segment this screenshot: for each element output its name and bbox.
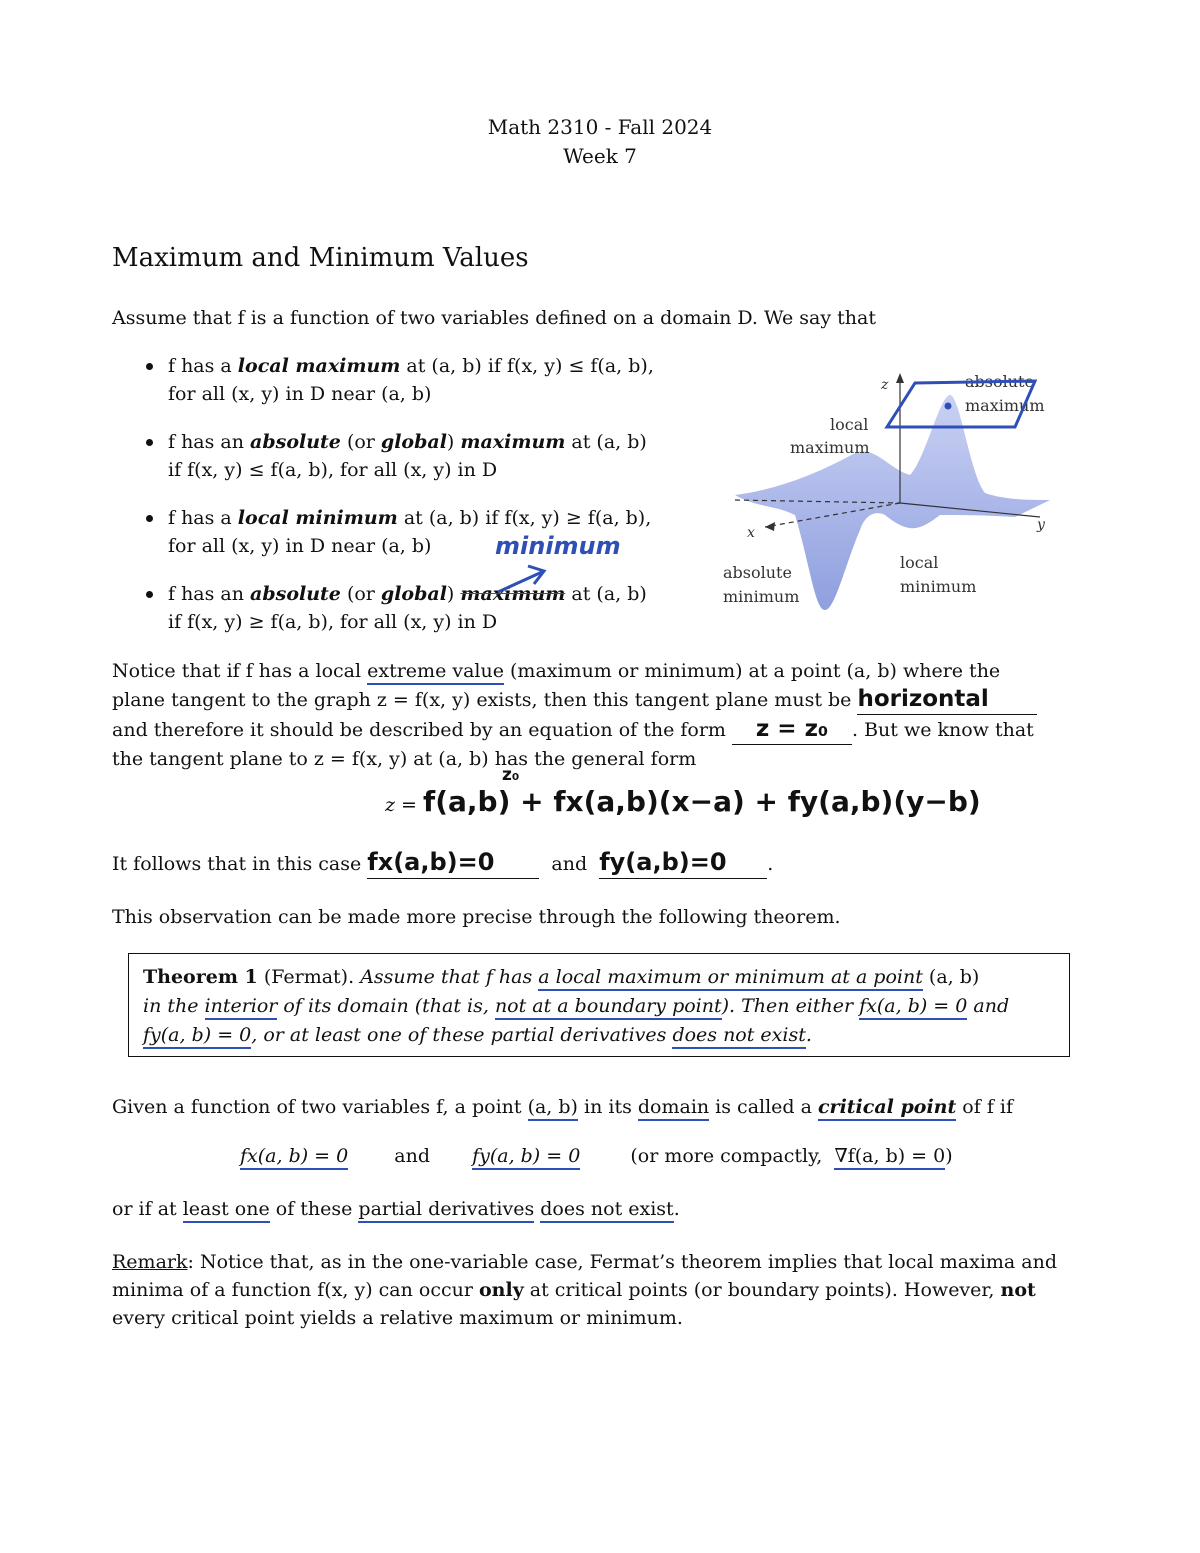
course-title: Math 2310 - Fall 2024 xyxy=(487,115,713,139)
tangent-plane-equation: z = f(a,b) + fx(a,b)(x−a) + fy(a,b)(y−b) xyxy=(385,785,981,818)
handwritten-fx-zero: fx(a,b)=0 xyxy=(367,848,495,876)
definition-local-min: f has a local minimum at (a, b) if f(x, y) ≥ f(a, b), for all (x, y) in D near (a, b) xyxy=(146,504,651,560)
notice-paragraph: Notice that if f has a local extreme value (maximum or minimum) at a point (a, b) where the plane tangent to the graph z = f(x, y) exists, then this tangent plane must be horizontal and therefore it should be described by an equation of the form z = z₀ . But we know that the tangent plane to z = f(x, y) at (a, b) has the general form xyxy=(112,657,1090,773)
handwritten-minimum-annotation: minimum xyxy=(495,532,621,560)
x-axis-label: x xyxy=(747,525,755,541)
definition-local-max: f has a local maximum at (a, b) if f(x, y) ≤ f(a, b), for all (x, y) in D near (a, b) xyxy=(146,352,654,408)
bullet-icon xyxy=(146,591,153,598)
bullet-icon xyxy=(146,439,153,446)
critical-point-definition: Given a function of two variables f, a point (a, b) in its domain is called a critical point of f if xyxy=(112,1093,1090,1121)
or-if-line: or if at least one of these partial derivatives does not exist. xyxy=(112,1195,1090,1223)
observation-text: This observation can be made more precise through the following theorem. xyxy=(112,906,841,928)
remark-paragraph: Remark: Notice that, as in the one-variable case, Fermat’s theorem implies that local maxima and minima of a function f(x, y) can occur only at critical points (or boundary points). However, not every critical point yields a relative maximum or minimum. xyxy=(112,1251,1058,1329)
intro-text: Assume that f is a function of two variables defined on a domain D. We say that xyxy=(112,307,876,329)
absolute-min-label-2: minimum xyxy=(723,587,800,606)
z-axis-arrow-icon xyxy=(896,373,904,383)
annotation-arrow-icon xyxy=(490,558,560,598)
extrema-surface-figure xyxy=(715,365,1055,615)
local-max-label-2: maximum xyxy=(790,438,870,457)
bullet-icon xyxy=(146,363,153,370)
handwritten-tangent-plane-formula: f(a,b) + fx(a,b)(x−a) + fy(a,b)(y−b) xyxy=(423,785,981,818)
handwritten-horizontal: horizontal xyxy=(857,686,989,712)
z-axis-label: z xyxy=(881,377,889,393)
handwritten-z0-note: z₀ xyxy=(502,765,520,785)
local-min-label-2: minimum xyxy=(900,577,977,596)
definition-absolute-max: f has an absolute (or global) maximum at (a, b) if f(x, y) ≤ f(a, b), for all (x, y) in D xyxy=(146,428,647,484)
local-max-label-1: local xyxy=(830,415,869,434)
y-axis-label: y xyxy=(1037,517,1045,533)
absolute-min-label-1: absolute xyxy=(723,563,792,582)
critical-point-equations: fx(a, b) = 0 and fy(a, b) = 0 (or more compactly, ∇f(a, b) = 0) xyxy=(240,1145,953,1167)
absolute-max-label-1: absolute xyxy=(965,372,1034,391)
x-axis-arrow-icon xyxy=(765,522,775,531)
absolute-max-point xyxy=(945,403,952,410)
week-label: Week 7 xyxy=(563,144,637,168)
absolute-max-label-2: maximum xyxy=(965,396,1045,415)
section-heading: Maximum and Minimum Values xyxy=(112,243,529,273)
handwritten-z-equals-z0: z = z₀ xyxy=(755,716,829,742)
bullet-icon xyxy=(146,515,153,522)
theorem-text: Theorem 1 (Fermat). Assume that f has a local maximum or minimum at a point (a, b) in the interior of its domain (that is, not at a boundary point). Then either fx(a, b) = 0 and fy(a, b) = 0, or at least one of these partial derivatives does not exist. xyxy=(143,963,1063,1050)
follows-line: It follows that in this case fx(a,b)=0 and fy(a,b)=0 . xyxy=(112,848,1090,879)
local-min-label-1: local xyxy=(900,553,939,572)
handwritten-fy-zero: fy(a,b)=0 xyxy=(599,848,727,876)
definition-absolute-min: f has an absolute (or global) maximum at (a, b) if f(x, y) ≥ f(a, b), for all (x, y) in D xyxy=(146,580,647,636)
